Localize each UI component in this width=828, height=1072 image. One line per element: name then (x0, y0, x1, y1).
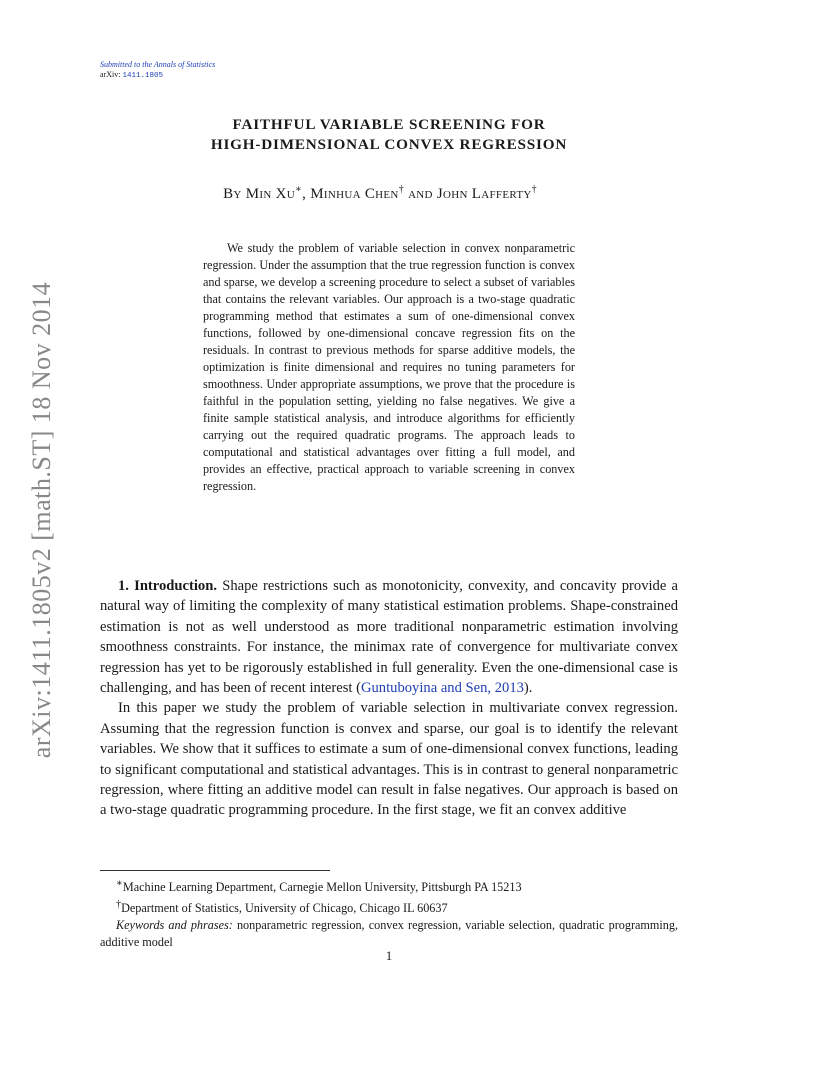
keywords: Keywords and phrases: nonparametric regression, convex regression, variable selection, quadratic programming, additive model (100, 918, 678, 950)
page-number: 1 (385, 948, 393, 963)
author-name: John Lafferty (436, 186, 532, 202)
author-affiliation-mark: † (398, 184, 404, 195)
paper-title-line-1: FAITHFUL VARIABLE SCREENING FOR (232, 116, 546, 133)
arxiv-id-link[interactable]: 1411.1805 (122, 72, 163, 80)
author-name: Minhua Chen (310, 186, 399, 202)
paper-title-line-2: HIGH-DIMENSIONAL CONVEX REGRESSION (210, 136, 568, 153)
arxiv-label: arXiv: (100, 70, 121, 79)
intro-paragraph-1: 1. Introduction. Shape restrictions such as monotonicity, convexity, and concavity provide a natural way of limiting the complexity of many statistical estimation problems. Shape-constrained estimation is not as well understood as more traditional nonparametric estimation involving smoothness constraints. For instance, the minimax rate of convergence for multivariate convex regression has yet to be rigorously established in full generality. Even the one-dimensional case is challenging, and has been of recent interest (Guntuboyina and Sen, 2013). (100, 578, 678, 697)
keywords-label: Keywords and phrases: (116, 918, 233, 933)
author-line: By Min Xu∗, Minhua Chen† and John Lafferty† (223, 184, 537, 202)
author-affiliation-mark: † (531, 184, 537, 195)
footnote-rule (100, 870, 330, 871)
author-name: Min Xu (245, 186, 295, 202)
authors-by: By (223, 186, 242, 202)
arxiv-sidebar-stamp: arXiv:1411.1805v2 [math.ST] 18 Nov 2014 (27, 281, 56, 759)
footnotes (100, 875, 678, 951)
authors-and: and (408, 186, 433, 202)
journal-submission-note: Submitted to the Annals of Statistics (100, 60, 216, 69)
author-affiliation-mark: ∗ (295, 184, 303, 195)
section-heading: 1. Introduction. (118, 578, 217, 594)
abstract: We study the problem of variable selection in convex nonparametric regression. Under the assumption that the true regression function is convex and sparse, we develop a screening procedure to select a subset of variables that contains the relevant variables. Our approach is a two-stage quadratic programming method that estimates a sum of one-dimensional convex functions, followed by one-dimensional concave regression fits on the residuals. In contrast to previous methods for sparse additive models, the optimization is finite dimensional and requires no tuning parameters for smoothness. Under appropriate assumptions, we prove that the procedure is faithful in the population setting, yielding no false negatives. We give a finite sample statistical analysis, and introduce algorithms for efficiently carrying out the required quadratic programs. The approach leads to computational and statistical advantages over fitting a full model, and provides an effective, practical approach to variable screening in convex regression. (203, 241, 575, 493)
arxiv-id-line (100, 70, 163, 81)
introduction-section (100, 576, 678, 821)
intro-paragraph-2: In this paper we study the problem of variable selection in multivariate convex regression. Assuming that the regression function is convex and sparse, our goal is to identify the relevant variables. We show that it suffices to estimate a sum of one-dimensional convex functions, leading to significant computational and statistical advantages. This is in contrast to general nonparametric regression, where fitting an additive model can result in false negatives. Our approach is based on a two-stage quadratic programming procedure. In the first stage, we fit an convex additive (100, 700, 678, 819)
citation-link[interactable]: Guntuboyina and Sen, 2013 (360, 680, 524, 697)
footnote-affiliation-1: ∗Machine Learning Department, Carnegie Mellon University, Pittsburgh PA 15213 (116, 878, 522, 895)
footnote-affiliation-2: †Department of Statistics, University of Chicago, Chicago IL 60637 (116, 899, 448, 916)
